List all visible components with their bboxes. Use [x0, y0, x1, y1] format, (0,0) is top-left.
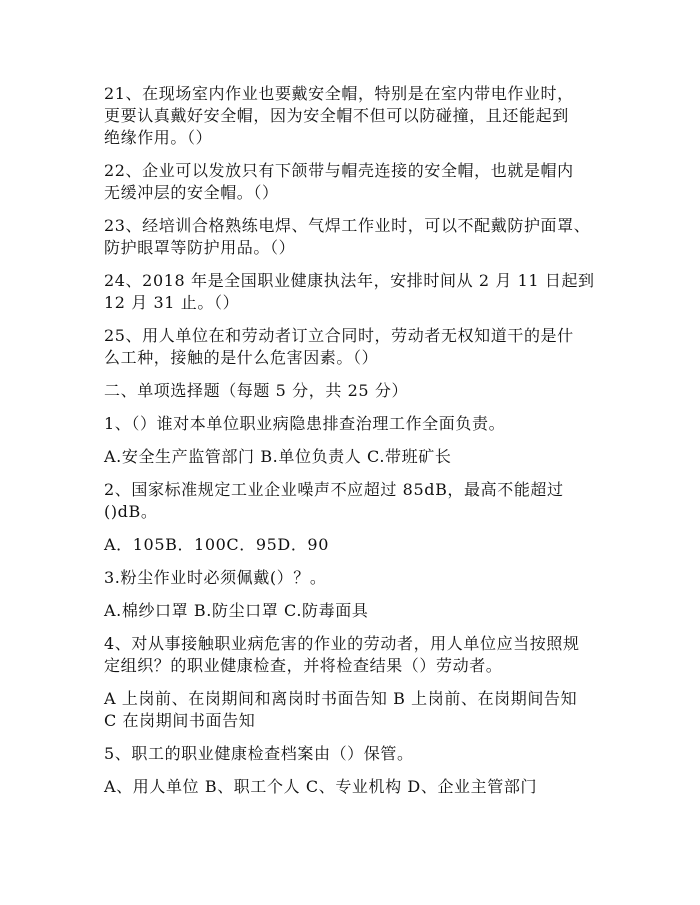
- text-line: 5、职工的职业健康检查档案由（）保管。: [104, 744, 414, 763]
- text-line: 防护眼罩等防护用品。（）: [104, 238, 296, 257]
- document-body: [104, 83, 604, 798]
- text-line: 2、国家标准规定工业企业噪声不应超过 85dB，最高不能超过: [104, 480, 564, 499]
- text-line: A．105B．100C．95D．90: [104, 535, 329, 554]
- paragraph-spacer: [104, 556, 604, 567]
- paragraph-spacer: [104, 589, 604, 600]
- text-line: 么工种，接触的是什么危害因素。（）: [104, 348, 379, 367]
- text-line: 绝缘作用。（）: [104, 128, 213, 147]
- paragraph-spacer: [104, 765, 604, 776]
- text-line: A 上岗前、在岗期间和离岗时书面告知 B 上岗前、在岗期间告知: [104, 689, 578, 708]
- text-line: A、用人单位 B、职工个人 C、专业机构 D、企业主管部门: [104, 777, 538, 796]
- text-line: 无缓冲层的安全帽。（）: [104, 183, 279, 202]
- text-line: ()dB。: [104, 502, 158, 521]
- text-line: 3.粉尘作业时必须佩戴(）？。: [104, 568, 327, 587]
- paragraph-spacer: [104, 523, 604, 534]
- paragraph-spacer: [104, 369, 604, 380]
- text-line: 1、（）谁对本单位职业病隐患排查治理工作全面负责。: [104, 414, 506, 433]
- text-line: A.棉纱口罩 B.防尘口罩 C.防毒面具: [104, 601, 369, 620]
- text-line: 二、单项选择题（每题 5 分，共 25 分）: [104, 381, 409, 400]
- paragraph-spacer: [104, 259, 604, 270]
- paragraph-spacer: [104, 149, 604, 160]
- paragraph-spacer: [104, 204, 604, 215]
- text-line: C 在岗期间书面告知: [104, 711, 256, 730]
- text-line: 22、企业可以发放只有下颌带与帽壳连接的安全帽，也就是帽内: [104, 161, 574, 180]
- paragraph-spacer: [104, 314, 604, 325]
- text-line: 定组织？的职业健康检查，并将检查结果（）劳动者。: [104, 656, 503, 675]
- text-line: 21、在现场室内作业也要戴安全帽，特别是在室内带电作业时，: [104, 84, 574, 103]
- paragraph-spacer: [104, 435, 604, 446]
- text-line: 25、用人单位在和劳动者订立合同时，劳动者无权知道干的是什: [104, 326, 574, 345]
- text-line: 23、经培训合格熟练电焊、气焊工作业时，可以不配戴防护面罩、: [104, 216, 591, 235]
- paragraph-spacer: [104, 468, 604, 479]
- text-line: 24、2018 年是全国职业健康执法年，安排时间从 2 月 11 日起到: [104, 271, 595, 290]
- text-line: 4、对从事接触职业病危害的作业的劳动者，用人单位应当按照规: [104, 634, 580, 653]
- text-line: A.安全生产监管部门 B.单位负责人 C.带班矿长: [104, 447, 452, 466]
- paragraph-spacer: [104, 732, 604, 743]
- text-line: 更要认真戴好安全帽，因为安全帽不但可以防碰撞，且还能起到: [104, 106, 569, 125]
- paragraph-spacer: [104, 677, 604, 688]
- paragraph-spacer: [104, 622, 604, 633]
- text-line: 12 月 31 止。（）: [104, 293, 240, 312]
- paragraph-spacer: [104, 402, 604, 413]
